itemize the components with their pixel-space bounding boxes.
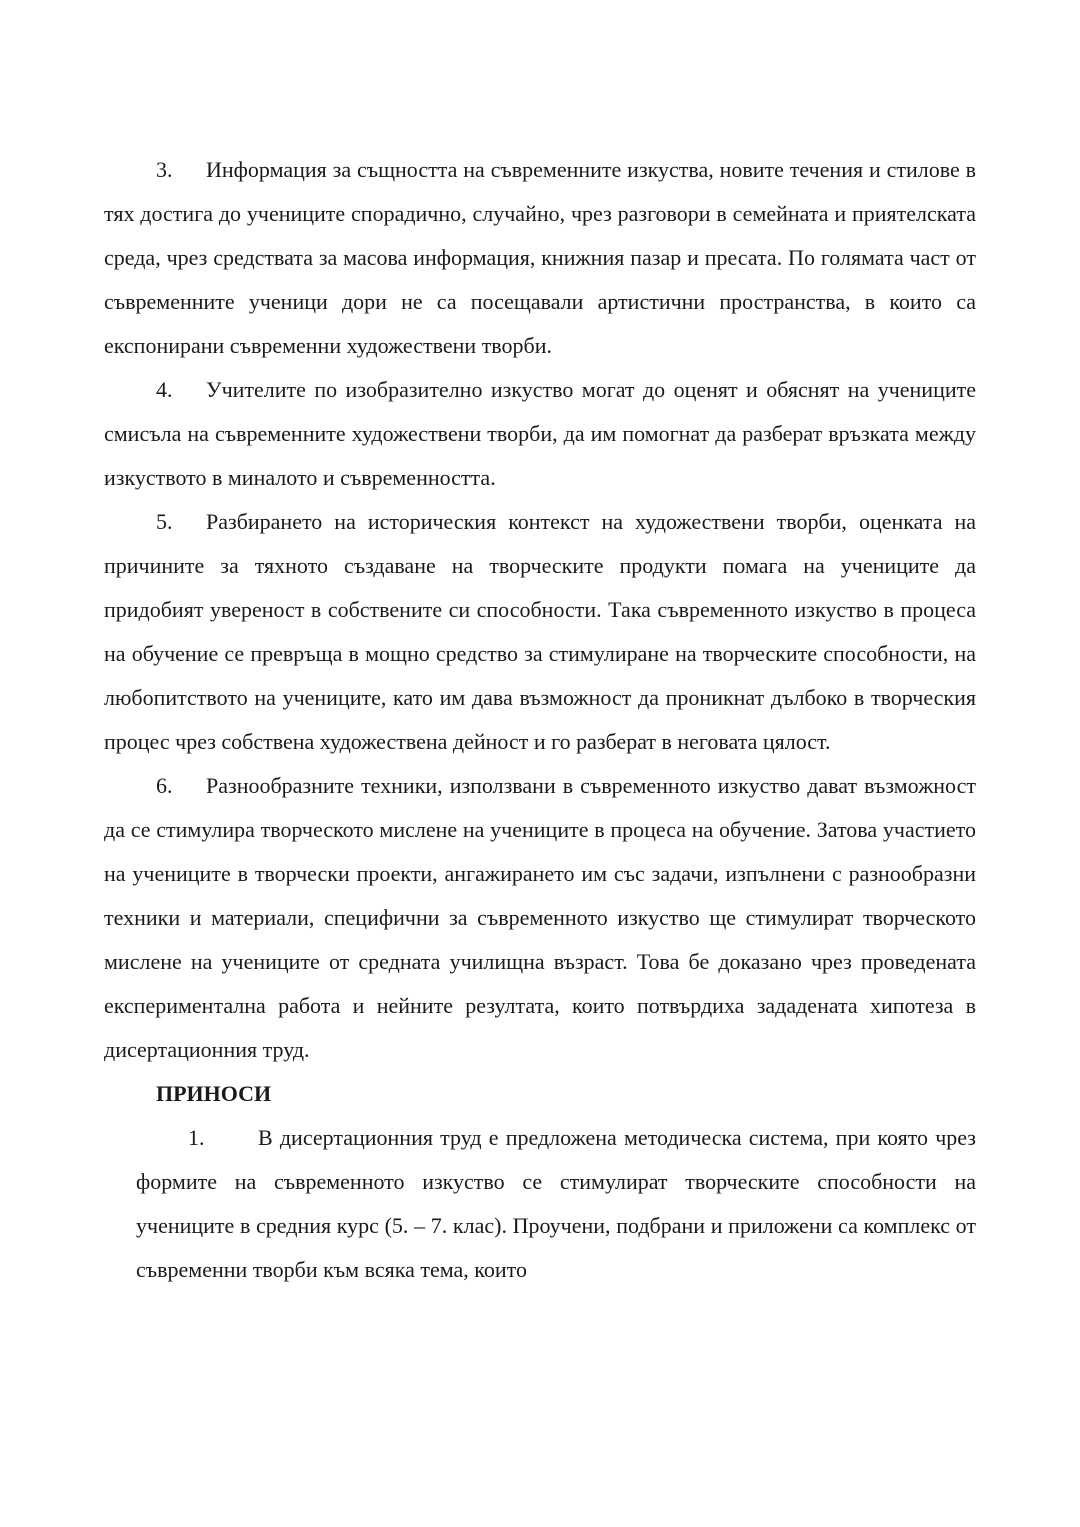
paragraph-text: Разнообразните техники, използвани в съвременното изкуство дават възможност да се стимулира творческото мислене на учениците в процеса на обучение. Затова участието на учениците в творчески проекти, ангажирането им със задачи, изпълнени с разнообразни техники и материали, специфични за съвременното изкуство ще стимулират творческото мислене на учениците от средната училищна възраст. Това бе доказано чрез проведената експериментална работа и нейните резултата, които потвърдиха зададената хипотеза в дисертационния труд. bbox=[104, 773, 976, 1062]
paragraph-number: 5. bbox=[156, 509, 173, 534]
paragraph-5 bbox=[104, 500, 976, 764]
paragraph-number: 4. bbox=[156, 377, 173, 402]
paragraph-6 bbox=[104, 764, 976, 1072]
contribution-number: 1. bbox=[188, 1125, 205, 1150]
paragraph-number: 6. bbox=[156, 773, 173, 798]
paragraph-number: 3. bbox=[156, 157, 173, 182]
paragraph-4 bbox=[104, 368, 976, 500]
paragraph-3 bbox=[104, 148, 976, 368]
paragraph-text: Учителите по изобразително изкуство могат до оценят и обяснят на учениците смисъла на съвременните художествени творби, да им помогнат да разберат връзката между изкуството в миналото и съвременността. bbox=[104, 377, 976, 490]
paragraph-text: Разбирането на историческия контекст на художествени творби, оценката на причините за тяхното създаване на творческите продукти помага на учениците да придобият увереност в собствените си способности. Така съвременното изкуство в процеса на обучение се превръща в мощно средство за стимулиране на творческите способности, на любопитството на учениците, като им дава възможност да проникнат дълбоко в творческия процес чрез собствена художествена дейност и го разберат в неговата цялост. bbox=[104, 509, 976, 754]
paragraph-text: Информация за същността на съвременните изкуства, новите течения и стилове в тях достига до учениците спорадично, случайно, чрез разговори в семейната и приятелската среда, чрез средствата за масова информация, книжния пазар и пресата. По голямата част от съвременните ученици дори не са посещавали артистични пространства, в които са експонирани съвременни художествени творби. bbox=[104, 157, 976, 358]
document-body bbox=[104, 148, 976, 1292]
contribution-text: В дисертационния труд е предложена методическа система, при която чрез формите на съвременното изкуство се стимулират творческите способности на учениците в средния курс (5. – 7. клас). Проучени, подбрани и приложени са комплекс от съвременни творби към всяка тема, които bbox=[136, 1125, 976, 1282]
contributions-heading: ПРИНОСИ bbox=[156, 1081, 272, 1106]
contribution-1 bbox=[136, 1116, 976, 1292]
